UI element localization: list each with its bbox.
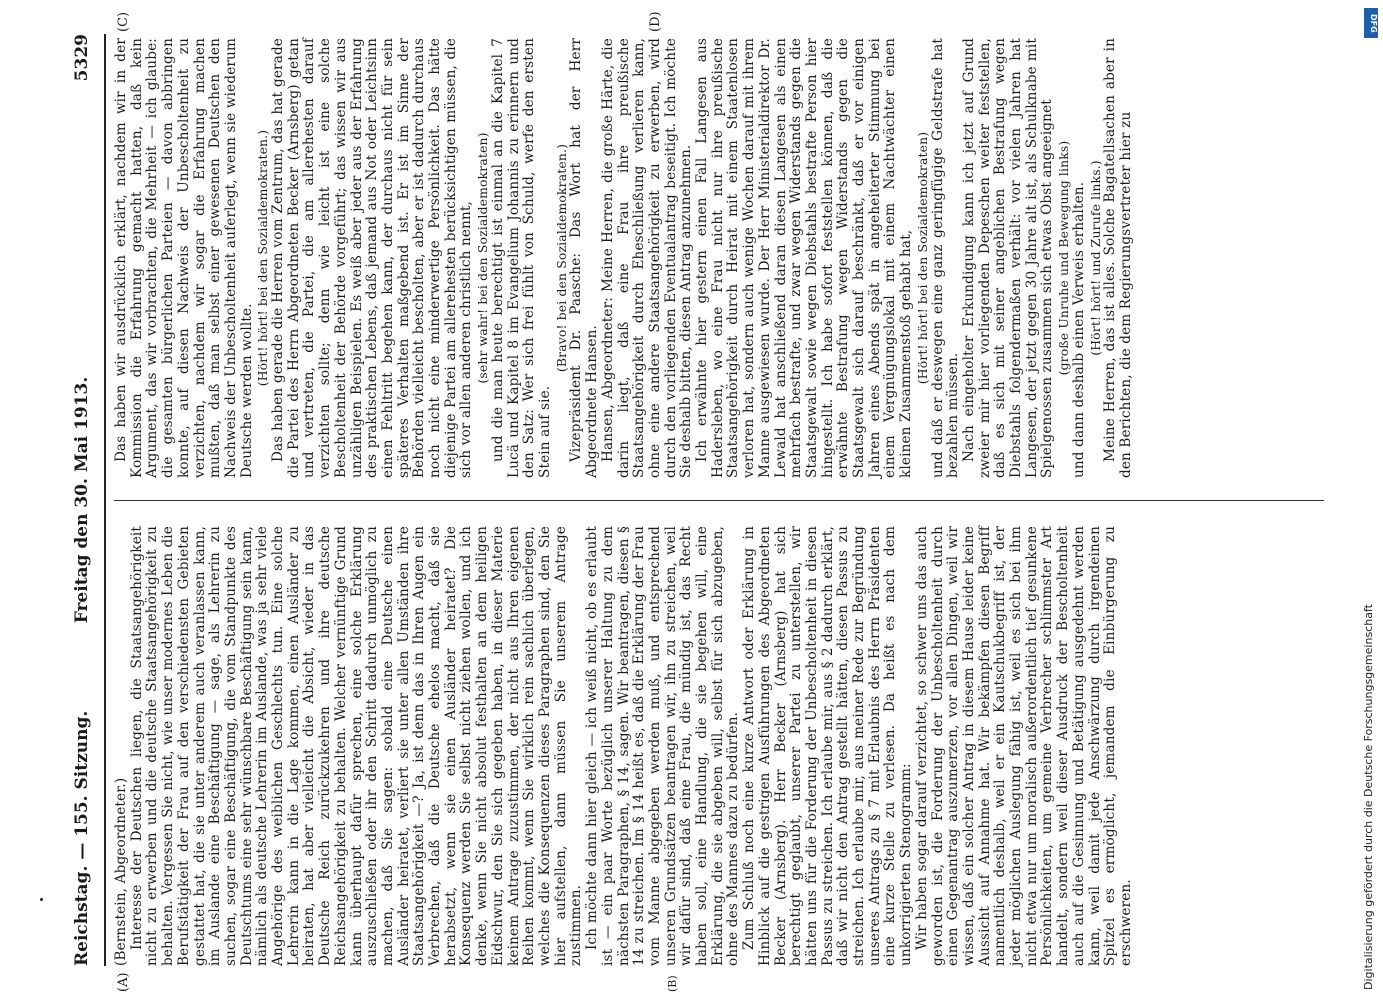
paragraph: und daß er deswegen eine ganz geringfügige Geldstrafe hat bezahlen müssen.: [929, 38, 962, 478]
paragraph: und dann deshalb einen Verweis erhalten.: [1070, 181, 1087, 478]
paragraph: (große Unruhe und Bewegung links): [1056, 140, 1072, 376]
right-text-column: [114, 38, 1135, 478]
margin-marker-d: (D): [648, 11, 663, 32]
paragraph: Zum Schluß noch eine kurze Antwort oder Erklärung in Hinblick auf die gestrigen Ausführungen des Abgeordneten Becker (Arnsberg). Herr Becker (Arnsberg) hat sich berechtigt geglaubt, unserer Partei zu unterstellen, wir hätten uns für die Forderung der Unbescholtenheit in diesen Passus zu streichen. Ich erlaube mir, aus § 2 dadurch erklärt, daß wir nicht den Antrag gestellt hätten, diesen Passus zu streichen. Ich erlaube mir, aus meiner Rede zur Begründung unseres Antrags zu § 7 mit Erlaubnis des Herrn Präsidenten eine kurze Stelle zu verlesen. Da heißt es nach dem unkorrigierten Stenogramm:: [741, 526, 915, 966]
header-session: Reichstag. — 155. Sitzung.: [72, 710, 92, 966]
paragraph: Das haben wir ausdrücklich erklärt, nachdem wir in der Kommission die Erfahrung gemacht hatten, daß kein Argument, das wir vorbrachten, die Mehrheit — ich glaube: die gesamten bürgerlichen Parteien — davon abbringen konnte, auf diesen Nachweis der Unbescholtenheit zu verzichten, nachdem wir sogar die Erfahrung machen mußten, daß man selbst einer gewesenen Deutschen den Nachweis der Unbescholtenheit auferlegt, wenn sie wiederum Deutsche werden wollte.: [113, 38, 255, 478]
paragraph: Meine Herren, das ist alles. Solche Bagatellsachen aber in den Berichten, die dem Regierungsvertreter hier zu: [1102, 38, 1134, 478]
paragraph: und die man heute berechtigt ist einmal an die Kapitel 7 Lucä und Kapitel 8 im Evangelium Johannis zu erinnern und den Satz: Wer sich frei fühlt von Schuld, werfe den ersten Stein auf sie.: [489, 38, 553, 478]
margin-marker-b: (B): [666, 975, 679, 992]
page-header: [72, 34, 102, 966]
dfg-logo: DFG: [1364, 8, 1378, 38]
paragraph: Wir haben sogar darauf verzichtet, so schwer uns das auch geworden ist, die Forderung der Unbescholtenheit durch einen Gegenantrag auszumerzen, vor allen Dingen, weil wir wissen, daß ein solcher Antrag in diesem Hause leider keine Aussicht auf Annahme hat. Wir bekämpfen diesen Begriff namentlich deshalb, weil er ein Kautschukbegriff ist, der jeder möglichen Auslegung fähig ist, weil es sich bei ihm nicht etwa nur um moralisch außerordentlich tief gesunkene Persönlichkeiten, um gemeine Verbrecher schlimmster Art handelt, sondern weil dieser Ausdruck der Bescholtenheit auch auf die Gesinnung und Betätigung ausgedehnt werden kann, weil damit jede Anschwärzung durch irgendeinen Spitzel es ermöglicht, jemandem die Einbürgerung zu erschweren.: [913, 526, 1134, 966]
column-divider: [114, 500, 1324, 501]
paragraph: (Bernstein, Abgeordneter.): [113, 777, 129, 966]
header-rule: [104, 34, 106, 966]
digitization-credit: Digitalisierung gefördert durch die Deutsche Forschungsgemeinschaft: [1362, 604, 1375, 990]
margin-marker-a: (A): [116, 972, 131, 992]
header-page-number: 5329: [72, 34, 92, 82]
margin-marker-c: (C): [116, 11, 131, 32]
paragraph: (Hört! hört! bei den Sozialdemokraten.): [255, 129, 271, 387]
paragraph: Nach eingeholter Erkundigung kann ich jetzt auf Grund zweier mir hier vorliegenden Depeschen weiter feststellen, daß es sich mit seiner angeblichen Bestrafung wegen Diebstahls folgendermaßen verhält: vor vielen Jahren hat Langesen, der jetzt gegen 30 Jahre alt ist, als Schulknabe mit Spielgenossen zusammen sich etwas Obst angeeignet: [960, 38, 1056, 478]
paragraph: (Hört! hört! und Zurufe links.): [1087, 160, 1103, 356]
paragraph: (Hört! hört! bei den Sozialdemokraten): [914, 131, 930, 385]
rotated-page: [30, 0, 1350, 1000]
paragraph: Hansen, Abgeordneter: Meine Herren, die große Härte, die darin liegt, daß eine Frau ihre preußische Staatsangehörigkeit durch Eheschließung verlieren kann, ohne eine andere Staatsangehörigkeit zu erwerben, wird durch den vorliegenden Eventualantrag beseitigt. Ich möchte Sie deshalb bitten, diesen Antrag anzunehmen.: [599, 38, 695, 478]
left-text-column: [114, 526, 1135, 966]
paragraph: Interesse der Deutschen liegen, die Staatsangehörigkeit nicht zu erwerben und die deutsche Staatsangehörigkeit zu behalten. Vergessen Sie nicht, wie unser modernes Leben die Berufstätigkeit der Frau auf den verschiedensten Gebieten gestattet hat, die sie unter anderem auch veranlassen kann, im Auslande eine Beschäftigung — sage, als Lehrerin zu suchen, sogar eine Beschäftigung, die vom Standpunkte des Deutschtums eine sehr wünschbare Beschäftigung sein kann, nämlich als deutsche Lehrerin im Auslande, was ja sehr viele Angehörige des weiblichen Geschlechts tun. Eine solche Lehrerin kann in die Lage kommen, einen Ausländer zu heiraten, hat aber vielleicht die Absicht, wieder in das Deutsche Reich zurückzukehren und ihre deutsche Reichsangehörigkeit zu behalten. Welcher vernünftige Grund kann überhaupt dafür sprechen, eine solche Erklärung auszuschließen oder ihr den Schritt dadurch unmöglich zu machen, daß Sie sagen: sobald eine Deutsche einen Ausländer heiratet, verliert sie unter allen Umständen ihre Staatsangehörigkeit —? Ja, ist denn das in Ihren Augen ein Verbrechen, daß die Deutsche ehelos macht, daß sie herabsetzt, wenn sie einen Ausländer heiratet? Die Konsequenz werden Sie selbst nicht ziehen wollen, und ich denke, wenn Sie nicht absolut festhalten an dem heiligen Eidschwur, den Sie sich gegeben haben, in dieser Materie keinem Antrage zuzustimmen, der nicht aus Ihren eigenen Reihen kommt, wenn Sie wirklich rein sachlich überlegen, welches die Konsequenzen dieses Paragraphen sind, den Sie hier aufstellen, dann müssen Sie unserem Antrage zustimmen.: [128, 526, 585, 966]
paragraph: Das haben gerade die Herren vom Zentrum, das hat gerade die Partei des Herrn Abgeordneten Becker (Arnsberg) getan und vertreten, die Partei, die am allerehesten darauf verzichten sollte; denn wie leicht ist eine solche Bescholtenheit der Behörde vorgeführt; das wissen wir aus unzähligen Beispielen. Es weiß aber jeder aus der Erfahrung des praktischen Lebens, daß jemand aus Not oder Leichtsinn einen Fehltritt begehen kann, der durchaus nicht für sein späteres Verhalten maßgebend ist. Er ist im Sinne der Behörden vielleicht bescholten, aber er ist dadurch durchaus noch nicht eine minderwertige Persönlichkeit. Das hätte diejenige Partei am allerehesten berücksichtigen müssen, die sich vor allen anderen christlich nennt,: [270, 38, 475, 478]
paragraph: Vizepräsident Dr. Paasche: Das Wort hat der Herr Abgeordnete Hansen.: [568, 38, 601, 478]
speck-mark: [40, 898, 43, 901]
header-date: Freitag den 30. Mai 1913.: [72, 376, 92, 624]
paragraph: (Bravo! bei den Sozialdemokraten.): [553, 143, 569, 373]
paragraph: Ich erwähnte hier gestern einen Fall Langesen aus Hadersleben, wo eine Frau nicht nur ihre preußische Staatsangehörigkeit durch Heirat mit einem Staatenlosen verloren hat, sondern auch wenige Wochen darauf mit ihrem Manne ausgewiesen wurde. Der Herr Ministerialdirektor Dr. Lewald hat anschließend daran diesen Langesen als einen mehrfach bestrafte, und zwar wegen Widerstands gegen die Staatsgewalt sowie wegen Diebstahls bestrafte Person hier hingestellt. Ich habe sofort feststellen können, daß die erwähnte Bestrafung wegen Widerstands gegen die Staatsgewalt sich darauf beschränkt, daß er vor einigen Jahren eines Abends spät in angeheiterter Stimmung bei einem Vergnügungslokal mit einem Nachtwächter einen kleinen Zusammenstoß gehabt hat,: [694, 38, 915, 478]
paragraph: Ich möchte dann hier gleich — ich weiß nicht, ob es erlaubt ist — ein paar Worte bezüglich unserer Haltung zu dem nächsten Paragraphen, § 14, sagen. Wir beantragen, diesen § 14 zu streichen. Im § 14 heißt es, daß die Erklärung der Frau vom Manne abgegeben werden muß, und entsprechend unseren Grundsätzen beantragen wir, ihn zu streichen, weil wir dafür sind, daß eine Frau, die mündig ist, das Recht haben soll, eine Handlung, die sie begehen will, eine Erklärung, die sie abgeben will, selbst für sich abzugeben, ohne des Mannes dazu zu bedürfen.: [584, 526, 742, 966]
paragraph: (sehr wahr! bei den Sozialdemokraten): [475, 132, 491, 384]
